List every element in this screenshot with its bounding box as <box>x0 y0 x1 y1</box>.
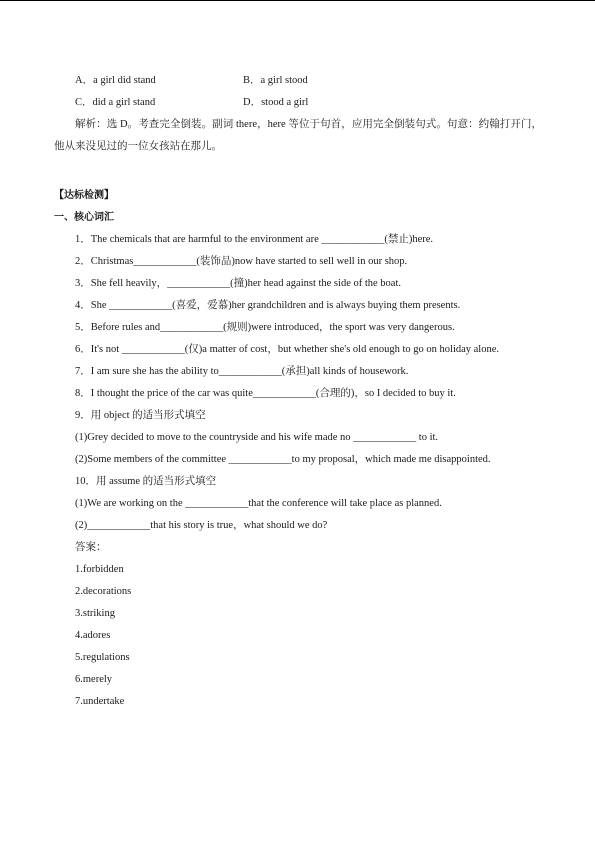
question-1: 1．The chemicals that are harmful to the environment are ____________(禁止)here. <box>75 234 434 245</box>
question-4: 4．She ____________(喜爱，爱慕)her grandchildren and is always buying them presents. <box>75 300 461 311</box>
question-6: 6．It's not ____________(仅)a matter of cost，but whether she's old enough to go on holiday alone. <box>75 344 500 355</box>
option-b: B．a girl stood <box>243 75 308 86</box>
question-3: 3．She fell heavily，____________(撞)her head against the side of the boat. <box>75 278 402 289</box>
question-9-1: (1)Grey decided to move to the countryside and his wife made no ____________ to it. <box>75 432 439 443</box>
options-row-cd <box>54 92 542 114</box>
option-d: D．stood a girl <box>243 97 309 108</box>
answer-1: 1.forbidden <box>75 564 124 575</box>
options-row-ab <box>54 70 542 92</box>
section-gap <box>54 158 542 185</box>
answers-label: 答案： <box>75 542 107 553</box>
question-10-2: (2)____________that his story is true，what should we do? <box>75 520 328 531</box>
answer-7: 7.undertake <box>75 696 125 707</box>
question-9-2: (2)Some members of the committee ____________to my proposal，which made me disappointed. <box>75 454 491 465</box>
answer-5: 5.regulations <box>75 652 130 663</box>
section-title: 【达标检测】 <box>54 190 114 201</box>
analysis-paragraph: 解析：选 D。考查完全倒装。副词 there，here 等位于句首，应用完全倒装句式。句意：约翰打开门，他从来没见过的一位女孩站在那儿。 <box>54 119 542 152</box>
question-10-1: (1)We are working on the ____________that the conference will take place as planned. <box>75 498 442 509</box>
question-5: 5．Before rules and____________(规则)were introduced，the sport was very dangerous. <box>75 322 455 333</box>
question-8: 8．I thought the price of the car was quite____________(合理的)，so I decided to buy it. <box>75 388 456 399</box>
answer-2: 2.decorations <box>75 586 132 597</box>
question-2: 2．Christmas____________(装饰品)now have started to sell well in our shop. <box>75 256 408 267</box>
question-10-instruction: 10．用 assume 的适当形式填空 <box>75 476 217 487</box>
option-c: C．did a girl stand <box>75 97 156 108</box>
question-7: 7．I am sure she has the ability to____________(承担)all kinds of housework. <box>75 366 409 377</box>
option-a: A．a girl did stand <box>75 75 156 86</box>
subsection-title: 一、核心词汇 <box>54 212 114 223</box>
answer-6: 6.merely <box>75 674 113 685</box>
document-page <box>54 70 542 713</box>
question-9-instruction: 9．用 object 的适当形式填空 <box>75 410 206 421</box>
page-top-rule <box>0 0 595 1</box>
answer-3: 3.striking <box>75 608 115 619</box>
answer-4: 4.adores <box>75 630 111 641</box>
